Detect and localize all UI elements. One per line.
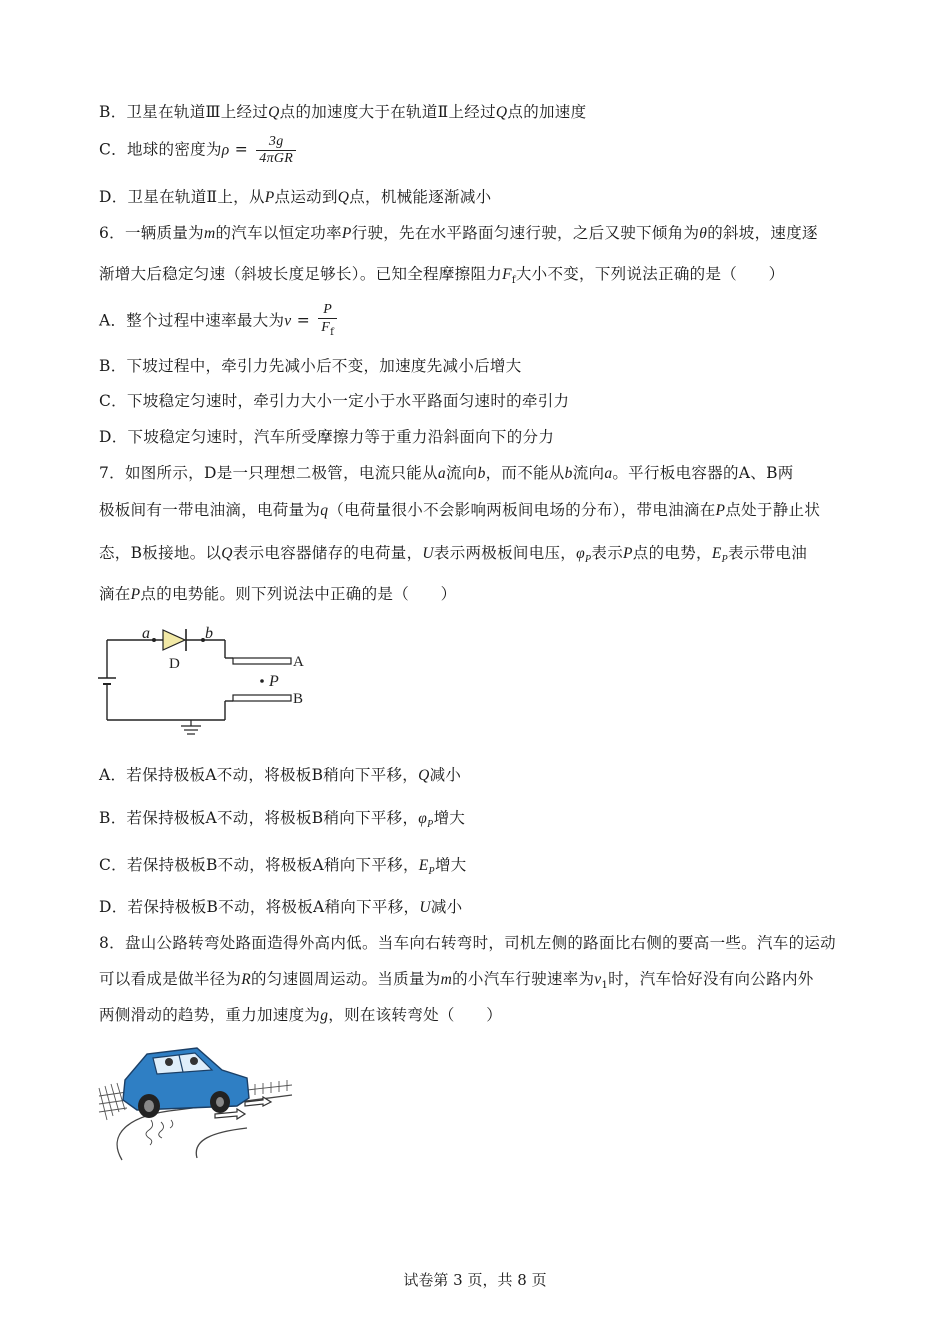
q7-stem-text: 点的电势能。则下列说法中正确的是（ ） <box>140 585 457 603</box>
subscript-p: P <box>584 554 592 566</box>
var-r: R <box>241 971 251 988</box>
q5-option-b-text2: 点的加速度大于在轨道Ⅱ上经过 <box>279 103 496 121</box>
q7-option-d-text: D．若保持极板B不动，将极板A稍向下平移， <box>99 898 420 916</box>
q8-stem-line2 <box>99 967 814 991</box>
equals-sign: = <box>229 140 254 159</box>
q7-option-a <box>99 763 461 785</box>
fraction-numerator: P <box>318 302 337 319</box>
plate-b <box>233 695 291 701</box>
q7-option-b <box>99 806 465 830</box>
var-g: g <box>320 1007 329 1024</box>
q6-stem-text: 渐增大后稳定匀速（斜坡长度足够长）。已知全程摩擦阻力 <box>99 265 503 283</box>
q6-stem-line1 <box>99 221 818 243</box>
page-footer: 试卷第 3 页，共 8 页 <box>403 1271 547 1289</box>
q7-option-a-text: A．若保持极板A不动，将极板B稍向下平移， <box>99 766 419 784</box>
var-p: P <box>623 545 633 562</box>
q7-option-a-text2: 减小 <box>429 766 462 784</box>
label-point-p: P <box>269 673 279 690</box>
var-a: a <box>437 465 446 482</box>
var-b: b <box>564 465 573 482</box>
q7-stem-text: 滴在 <box>99 585 131 603</box>
var-theta: θ <box>699 225 708 242</box>
q7-stem-text: 态，B板接地。以 <box>99 544 222 562</box>
var-phi: φ <box>576 545 585 562</box>
q6-stem-line2 <box>99 262 784 286</box>
q7-stem-text: 极板间有一带电油滴，电荷量为 <box>99 501 321 519</box>
q7-option-c-text2: 增大 <box>434 856 467 874</box>
subscript-f: f <box>330 326 335 338</box>
q5-option-b-text3: 点的加速度 <box>507 103 587 121</box>
subscript-p: P <box>427 819 434 831</box>
q6-stem-text: 的汽车以恒定功率 <box>215 224 342 242</box>
subscript-f: f <box>511 275 516 287</box>
q5-option-d-text2: 点运动到 <box>274 188 338 206</box>
q7-option-d-text2: 减小 <box>430 898 463 916</box>
q7-stem-text: （电荷量很小不会影响两板间电场的分布），带电油滴在 <box>328 501 716 519</box>
q7-option-b-text2: 增大 <box>433 809 466 827</box>
label-plate-b: B <box>293 691 304 707</box>
q5-option-b-text: B．卫星在轨道Ⅲ上经过 <box>99 103 269 121</box>
q8-stem-text: 的匀速圆周运动。当质量为 <box>250 970 441 988</box>
car-on-curved-road-illustration <box>97 1040 297 1165</box>
q8-stem-text: ，则在该转弯处（ ） <box>328 1006 503 1024</box>
fraction-denominator: 4πGR <box>259 151 294 166</box>
point-p <box>260 679 264 683</box>
var-q: Q <box>495 104 508 121</box>
var-p: P <box>264 189 275 206</box>
label-diode: D <box>169 656 180 672</box>
subscript-1: 1 <box>601 980 609 992</box>
equals-sign: = <box>291 311 316 330</box>
var-u: U <box>422 545 434 562</box>
q7-stem-text: 流向 <box>445 464 478 482</box>
q7-stem-text: 点的电势， <box>632 544 712 562</box>
q7-stem-text: ，而不能从 <box>485 464 565 482</box>
var-rho: ρ <box>221 141 230 159</box>
var-q: Q <box>221 545 233 562</box>
label-b: b <box>205 625 213 642</box>
q7-option-b-text: B．若保持极板A不动，将极板B稍向下平移， <box>99 809 419 827</box>
density-fraction <box>256 134 296 167</box>
label-plate-a: A <box>293 654 304 670</box>
q6-stem-text: 行驶，先在水平路面匀速行驶，之后又驶下倾角为 <box>351 224 700 242</box>
q6-stem-text: 6．一辆质量为 <box>99 224 204 242</box>
diode-icon <box>163 630 185 650</box>
q7-stem-text: 7．如图所示，D是一只理想二极管，电流只能从 <box>99 464 438 482</box>
label-a: a <box>142 625 150 642</box>
var-f: F <box>502 266 512 283</box>
var-v: v <box>284 312 292 330</box>
var-m: m <box>203 225 216 242</box>
q5-option-d <box>99 185 491 207</box>
q7-option-d <box>99 895 462 917</box>
q7-stem-text: 表示 <box>591 544 624 562</box>
q6-stem-text: 大小不变，下列说法正确的是（ ） <box>515 265 785 283</box>
q6-option-d: D．下坡稳定匀速时，汽车所受摩擦力等于重力沿斜面向下的分力 <box>99 428 555 446</box>
var-phi: φ <box>418 810 428 827</box>
var-b: b <box>477 465 486 482</box>
var-e: E <box>418 857 429 874</box>
q7-stem-text: 点处于静止状 <box>725 501 821 519</box>
q6-option-a <box>99 302 340 341</box>
q8-stem-text: 可以看成是做半径为 <box>99 970 242 988</box>
subscript-p: P <box>428 866 435 878</box>
var-u: U <box>419 899 431 916</box>
var-p: P <box>130 586 141 603</box>
q6-option-c: C．下坡稳定匀速时，牵引力大小一定小于水平路面匀速时的牵引力 <box>99 392 570 410</box>
capacitor-circuit-diagram <box>95 620 325 745</box>
q8-stem-text: 的小汽车行驶速率为 <box>452 970 595 988</box>
var-m: m <box>440 971 453 988</box>
fraction-denominator: F <box>321 320 331 335</box>
q7-option-c-text: C．若保持极板B不动，将极板A稍向下平移， <box>99 856 419 874</box>
var-q: Q <box>268 104 280 121</box>
subscript-p: P <box>721 554 729 566</box>
plate-a <box>233 658 291 664</box>
q8-stem-line1: 8．盘山公路转弯处路面造得外高内低。当车向右转弯时，司机左侧的路面比右侧的要高一些。汽车的运动 <box>99 934 836 952</box>
q5-option-d-text3: 点，机械能逐渐减小 <box>349 188 492 206</box>
var-p: P <box>715 502 726 519</box>
q7-stem-text: 。平行板电容器的A、B两 <box>612 464 794 482</box>
var-e: E <box>711 545 722 562</box>
var-a: a <box>604 465 613 482</box>
q7-stem-text: 表示两极板间电压， <box>433 544 577 562</box>
q5-option-c <box>99 134 299 167</box>
q7-stem-text: 表示带电油 <box>728 544 808 562</box>
q7-stem-line4 <box>99 582 456 604</box>
q5-option-d-text: D．卫星在轨道Ⅱ上，从 <box>99 188 265 206</box>
q6-stem-text: 的斜坡，速度逐 <box>707 224 818 242</box>
q8-stem-text: 两侧滑动的趋势，重力加速度为 <box>99 1006 321 1024</box>
q7-stem-line2 <box>99 498 820 520</box>
q8-stem-text: 时，汽车恰好没有向公路内外 <box>608 970 814 988</box>
q6-option-b: B．下坡过程中，牵引力先减小后不变，加速度先减小后增大 <box>99 357 522 375</box>
var-q: Q <box>337 189 350 206</box>
q7-stem-line1 <box>99 461 794 483</box>
var-p: P <box>341 225 352 242</box>
q5-option-b <box>99 100 586 122</box>
q7-stem-text: 流向 <box>572 464 605 482</box>
var-q: Q <box>418 767 430 784</box>
q7-option-c <box>99 853 467 877</box>
q6-option-a-text: A．整个过程中速率最大为 <box>99 311 285 330</box>
var-v: v <box>594 971 602 988</box>
fraction-numerator: 3g <box>256 134 296 151</box>
var-q: q <box>320 502 329 519</box>
q7-stem-line3 <box>99 541 807 565</box>
q8-stem-line3 <box>99 1003 502 1025</box>
speed-fraction <box>318 302 337 341</box>
q7-stem-text: 表示电容器储存的电荷量， <box>232 544 423 562</box>
q5-option-c-text: C．地球的密度为 <box>99 140 222 159</box>
